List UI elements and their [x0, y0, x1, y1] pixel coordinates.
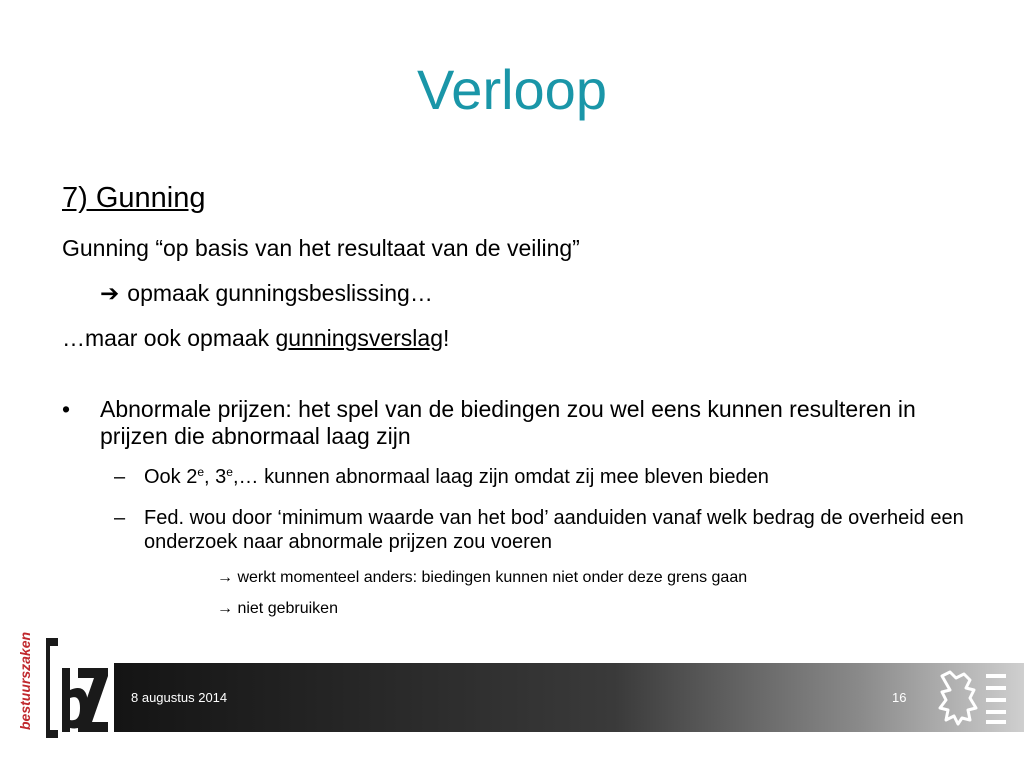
body-line-gunning: Gunning “op basis van het resultaat van de veiling”	[62, 235, 580, 261]
footer-bar	[114, 663, 1024, 732]
svg-text:bestuurszaken: bestuurszaken	[17, 632, 33, 730]
verslag-prefix: …maar ook opmaak	[62, 325, 276, 351]
slide-title: Verloop	[417, 58, 607, 121]
sub-text-werkt: werkt momenteel anders: biedingen kunnen niet onder deze grens gaan	[237, 569, 748, 586]
body-line-verslag	[62, 325, 449, 352]
section-title: 7) Gunning	[62, 182, 206, 214]
footer-date: 8 augustus 2014	[131, 690, 228, 705]
dash-icon: –	[114, 466, 126, 488]
body-line-opmaak	[100, 280, 433, 307]
dash-icon: –	[114, 507, 126, 529]
bullet-text: Abnormale prijzen: het spel van de biedingen zou wel eens kunnen resulteren in prijzen die abnormaal laag zijn	[100, 396, 916, 449]
sub-item-niet	[217, 600, 338, 618]
opmaak-text: opmaak gunningsbeslissing…	[127, 280, 433, 306]
sub-item-werkt	[217, 569, 747, 587]
vlaamse-overheid-lion-logo	[936, 668, 1012, 726]
bullet-icon: •	[62, 396, 71, 422]
arrow-right-icon: →	[217, 600, 233, 617]
dash-text-fed: Fed. wou door ‘minimum waarde van het bod’ aanduiden vanaf welk bedrag de overheid een onderzoek naar abnormale prijzen zou voeren	[144, 507, 964, 553]
arrow-right-icon: →	[217, 569, 233, 586]
dash-text-ook: Ook 2e, 3e,… kunnen abnormaal laag zijn omdat zij mee bleven bieden	[144, 465, 769, 488]
bestuurszaken-logo	[12, 632, 112, 742]
sub-text-niet: niet gebruiken	[237, 600, 338, 617]
verslag-suffix: !	[443, 325, 450, 351]
page-number: 16	[892, 690, 907, 705]
arrow-right-icon: ➔	[100, 280, 120, 306]
verslag-link-text: gunningsverslag	[275, 325, 443, 351]
